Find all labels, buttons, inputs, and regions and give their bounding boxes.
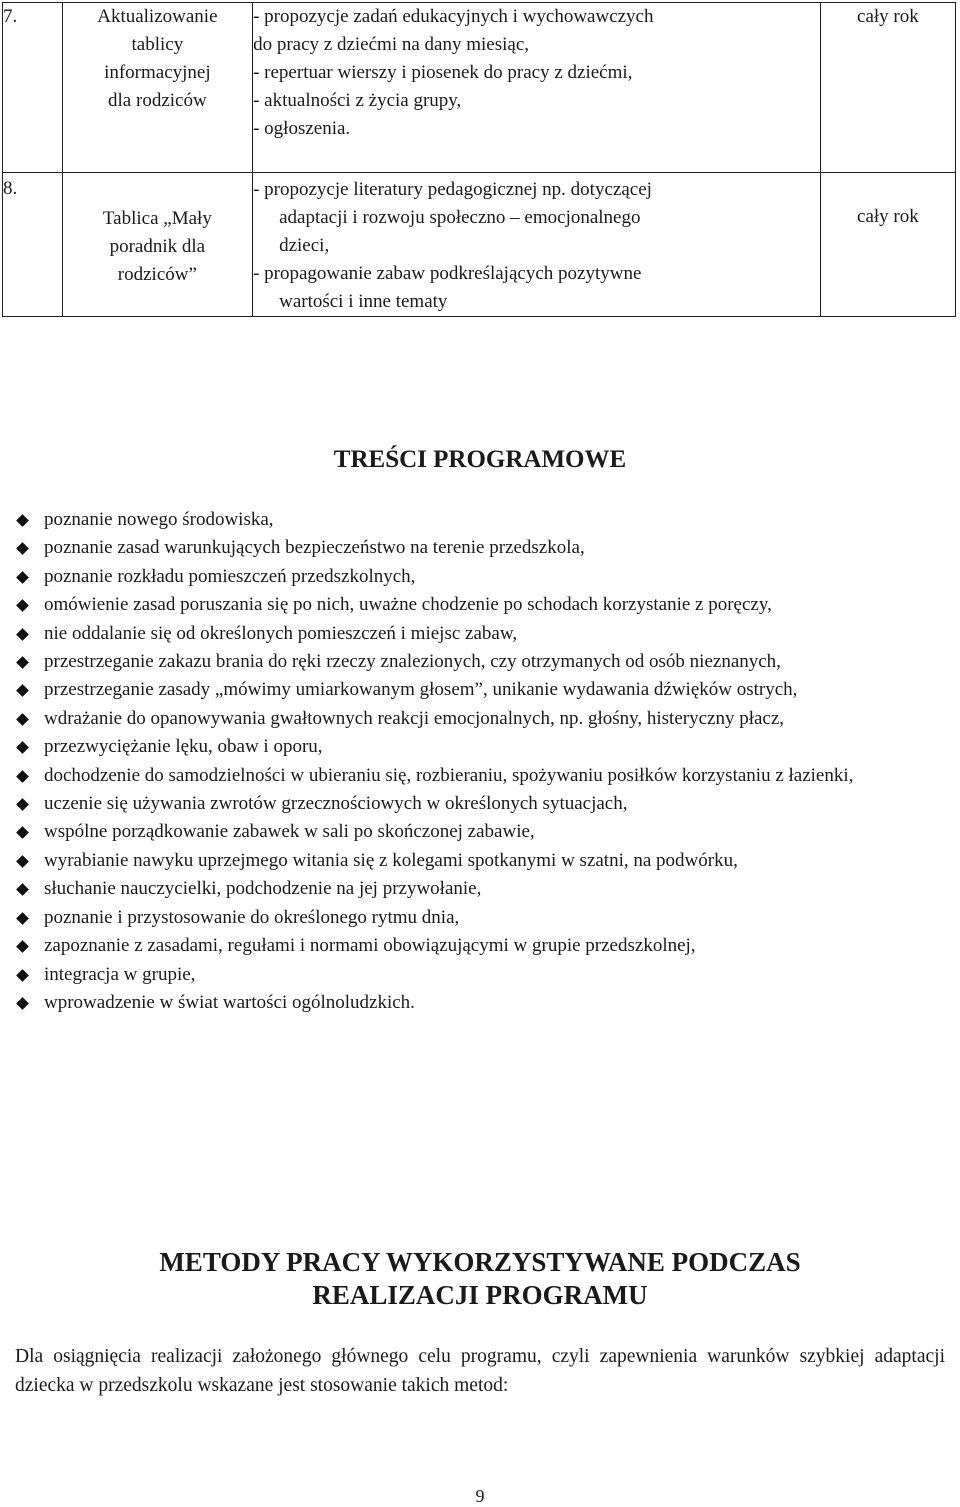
- list-item: [15, 790, 945, 818]
- description-line: adaptacji i rozwoju społeczno – emocjonalnego: [279, 207, 641, 228]
- methods-intro-paragraph: Dla osiągnięcia realizacji założonego głównego celu programu, czyli zapewnienia warunków szybkiej adaptacji dziecka w przedszkolu wskazane jest stosowanie takich metod:: [15, 1346, 945, 1396]
- list-item: [15, 818, 945, 846]
- table-row: [3, 173, 956, 317]
- diamond-bullet-icon: [16, 940, 29, 953]
- diamond-bullet-icon: [16, 713, 29, 726]
- diamond-bullet-icon: [16, 912, 29, 925]
- list-item: [15, 506, 945, 534]
- section-title-program-content: TREŚCI PROGRAMOWE: [333, 446, 627, 473]
- activity-name-line: informacyjnej: [104, 62, 211, 83]
- activity-description: [253, 3, 821, 173]
- list-item: [15, 733, 945, 761]
- list-item-text: zapoznanie z zasadami, regułami i normami obowiązującymi w grupie przedszkolnej,: [44, 935, 696, 957]
- list-item: [15, 762, 945, 790]
- description-line: - propagowanie zabaw podkreślających pozytywne: [253, 263, 642, 284]
- diamond-bullet-icon: [16, 770, 29, 783]
- list-item-text: poznanie i przystosowanie do określonego rytmu dnia,: [44, 906, 460, 928]
- description-line: - ogłoszenia.: [253, 118, 351, 139]
- activity-name-line: tablicy: [131, 34, 184, 55]
- section-title-line: METODY PRACY WYKORZYSTYWANE PODCZAS: [159, 1247, 801, 1277]
- diamond-bullet-icon: [16, 543, 29, 556]
- activity-name-line: Tablica „Mały: [102, 208, 212, 229]
- program-content-list: [15, 506, 945, 1017]
- description-line: wartości i inne tematy: [279, 291, 448, 312]
- list-item-text: przestrzeganie zasady „mówimy umiarkowanym głosem”, unikanie wydawania dźwięków ostrych,: [44, 679, 798, 701]
- list-item-text: uczenie się używania zwrotów grzecznościowych w określonych sytuacjach,: [44, 793, 628, 815]
- description-line: - propozycje zadań edukacyjnych i wychowawczych: [253, 6, 654, 27]
- activity-name: [62, 3, 252, 173]
- activities-table: [2, 2, 956, 317]
- list-item: [15, 705, 945, 733]
- list-item-text: wdrażanie do opanowywania gwałtownych reakcji emocjonalnych, np. głośny, histeryczny płacz,: [44, 707, 785, 729]
- activity-name: [62, 173, 252, 317]
- list-item: [15, 875, 945, 903]
- diamond-bullet-icon: [16, 685, 29, 698]
- diamond-bullet-icon: [16, 514, 29, 527]
- list-item-text: dochodzenie do samodzielności w ubieraniu się, rozbieraniu, spożywaniu posiłków korzystaniu z łazienki,: [44, 764, 854, 786]
- list-item-text: przestrzeganie zakazu brania do ręki rzeczy znalezionych, czy otrzymanych od osób nieznanych,: [44, 651, 781, 673]
- list-item-text: poznanie nowego środowiska,: [44, 509, 274, 530]
- page-number: 9: [475, 1486, 485, 1506]
- table-row: [3, 3, 956, 173]
- list-item-text: wspólne porządkowanie zabawek w sali po skończonej zabawie,: [44, 821, 535, 843]
- description-line: - propozycje literatury pedagogicznej np. dotyczącej: [253, 179, 652, 200]
- activity-name-line: rodziców”: [117, 264, 197, 285]
- list-item: [15, 591, 945, 619]
- description-line: - aktualności z życia grupy,: [253, 90, 462, 111]
- diamond-bullet-icon: [16, 969, 29, 982]
- diamond-bullet-icon: [16, 855, 29, 868]
- list-item-text: omówienie zasad poruszania się po nich, uważne chodzenie po schodach korzystanie z poręczy,: [44, 594, 772, 616]
- list-item-text: wyrabianie nawyku uprzejmego witania się z kolegami spotkanymi w szatni, na podwórku,: [44, 849, 738, 871]
- description-line: dzieci,: [279, 235, 330, 256]
- activity-description: [253, 173, 821, 317]
- activity-timeframe: cały rok: [820, 173, 955, 317]
- description-line: - repertuar wierszy i piosenek do pracy z dziećmi,: [253, 62, 633, 83]
- activity-name-line: Aktualizowanie: [97, 6, 218, 27]
- activity-name-line: poradnik dla: [109, 236, 206, 257]
- list-item-text: poznanie zasad warunkujących bezpieczeństwo na terenie przedszkola,: [44, 537, 585, 559]
- description-line: do pracy z dziećmi na dany miesiąc,: [253, 34, 530, 55]
- list-item: [15, 932, 945, 960]
- list-item-text: poznanie rozkładu pomieszczeń przedszkolnych,: [44, 565, 416, 587]
- diamond-bullet-icon: [16, 599, 29, 612]
- diamond-bullet-icon: [16, 656, 29, 669]
- row-number: 8.: [3, 173, 63, 317]
- diamond-bullet-icon: [16, 827, 29, 840]
- diamond-bullet-icon: [16, 628, 29, 641]
- list-item-text: integracja w grupie,: [44, 963, 196, 985]
- section-title-methods: [0, 1246, 960, 1312]
- list-item: [15, 648, 945, 676]
- list-item: [15, 961, 945, 989]
- list-item-text: słuchanie nauczycielki, podchodzenie na jej przywołanie,: [44, 878, 482, 900]
- list-item: [15, 534, 945, 562]
- list-item-text: wprowadzenie w świat wartości ogólnoludzkich.: [44, 991, 415, 1013]
- section-title-line: REALIZACJI PROGRAMU: [312, 1280, 648, 1310]
- diamond-bullet-icon: [16, 997, 29, 1010]
- activity-timeframe: cały rok: [820, 3, 955, 173]
- row-number: 7.: [3, 3, 63, 173]
- list-item-text: przezwyciężanie lęku, obaw i oporu,: [44, 736, 323, 758]
- diamond-bullet-icon: [16, 571, 29, 584]
- diamond-bullet-icon: [16, 883, 29, 896]
- list-item-text: nie oddalanie się od określonych pomieszczeń i miejsc zabaw,: [44, 622, 518, 644]
- list-item: [15, 563, 945, 591]
- diamond-bullet-icon: [16, 798, 29, 811]
- list-item: [15, 847, 945, 875]
- list-item: [15, 904, 945, 932]
- list-item: [15, 989, 945, 1017]
- list-item: [15, 620, 945, 648]
- list-item: [15, 676, 945, 704]
- diamond-bullet-icon: [16, 741, 29, 754]
- activity-name-line: dla rodziców: [108, 90, 207, 111]
